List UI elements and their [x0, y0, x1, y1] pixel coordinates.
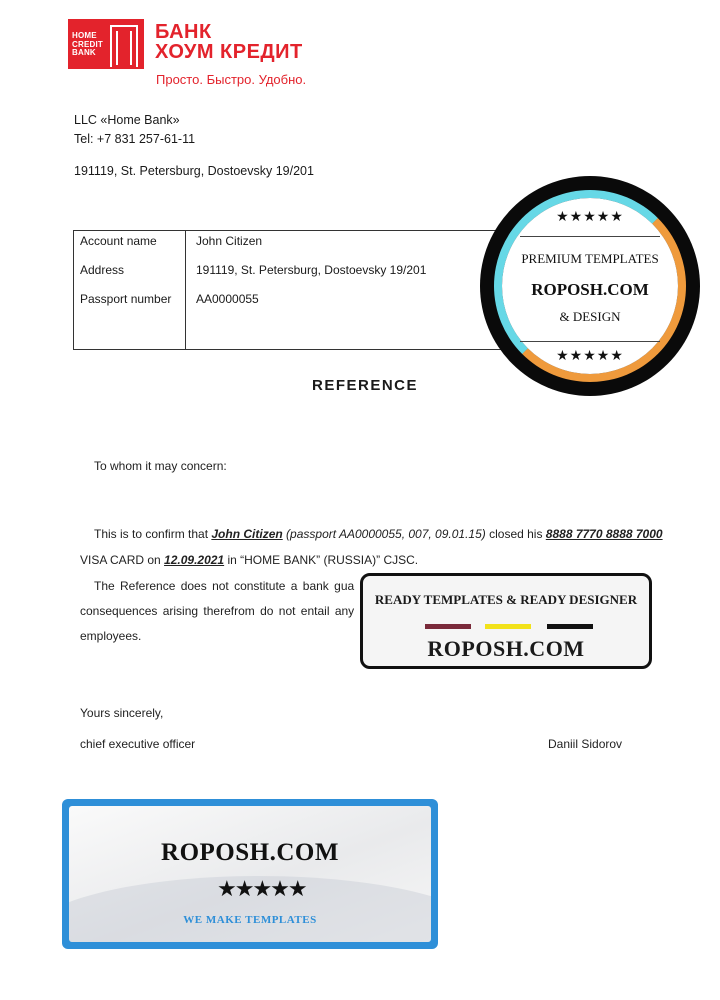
p1-text-2: closed his	[485, 527, 546, 541]
watermark-ready-box	[360, 573, 652, 669]
ready-line2: ROPOSH.COM	[427, 636, 585, 661]
color-bar	[547, 624, 593, 629]
paragraph-1	[94, 527, 663, 541]
bank-name-line1: БАНК	[155, 21, 212, 43]
p2-text: VISA CARD on	[80, 553, 165, 567]
house-icon-inner	[116, 31, 132, 65]
company-address: 191119, St. Petersburg, Dostoevsky 19/201	[74, 164, 314, 178]
table-value: 191119, St. Petersburg, Dostoevsky 19/201	[196, 263, 427, 277]
logo-mark-text	[72, 32, 103, 58]
color-bar	[425, 624, 471, 629]
star-icon-row: ★★★★★	[217, 876, 306, 901]
stamp-line1: PREMIUM TEMPLATES	[521, 251, 659, 266]
bank-name	[155, 22, 303, 62]
stamp-line3: & DESIGN	[559, 309, 621, 324]
p1-text: This is to confirm that	[94, 527, 212, 541]
signer-name: Daniil Sidorov	[548, 737, 623, 751]
p2-text-2: in “HOME BANK” (RUSSIA)” CJSC.	[224, 553, 419, 567]
passport-details: (passport AA0000055, 007, 09.01.15)	[282, 527, 486, 541]
watermark-banner	[62, 799, 438, 949]
table-label: Address	[80, 263, 125, 277]
document-title: REFERENCE	[311, 377, 418, 394]
ready-line1: READY TEMPLATES & READY DESIGNER	[374, 592, 638, 607]
paragraph-5: employees.	[80, 629, 142, 643]
banner-line1: ROPOSH.COM	[161, 839, 339, 866]
logo-mark-line: BANK	[72, 48, 96, 57]
table-divider	[185, 231, 186, 349]
banner-line2: WE MAKE TEMPLATES	[183, 914, 317, 926]
company-phone: Tel: +7 831 257-61-11	[74, 132, 196, 146]
bank-name-line2: ХОУМ КРЕДИТ	[155, 41, 303, 63]
greeting: To whom it may concern:	[94, 459, 227, 473]
star-icon-row: ★★★★★	[556, 210, 624, 225]
stamp-line	[520, 236, 660, 237]
stamp-line	[520, 341, 660, 342]
paragraph-4: consequences arising therefrom do not entail any	[80, 604, 355, 618]
logo-mark-line: HOME	[72, 31, 97, 40]
card-number: 8888 7770 8888 7000	[545, 527, 663, 541]
closing-date: 12.09.2021	[164, 553, 225, 567]
closing: Yours sincerely,	[80, 706, 164, 720]
citizen-name: John Citizen	[211, 527, 283, 541]
table-value: AA0000055	[196, 292, 259, 306]
logo-mark-line: CREDIT	[72, 39, 103, 49]
color-bar	[485, 624, 531, 629]
account-table	[73, 230, 545, 350]
paragraph-2	[80, 553, 418, 567]
bank-logo-mark	[68, 19, 144, 69]
table-label: Passport number	[80, 292, 172, 306]
bank-tagline: Просто. Быстро. Удобно.	[156, 72, 307, 87]
stamp-line2: ROPOSH.COM	[531, 280, 649, 299]
watermark-stamp	[480, 176, 700, 396]
signer-position: chief executive officer	[80, 737, 196, 751]
table-value: John Citizen	[196, 234, 263, 248]
star-icon-row: ★★★★★	[556, 349, 624, 364]
company-name: LLC «Home Bank»	[74, 113, 180, 127]
table-label: Account name	[80, 234, 157, 248]
banner-inner	[69, 806, 431, 942]
paragraph-3: The Reference does not constitute a bank gua	[94, 579, 355, 593]
